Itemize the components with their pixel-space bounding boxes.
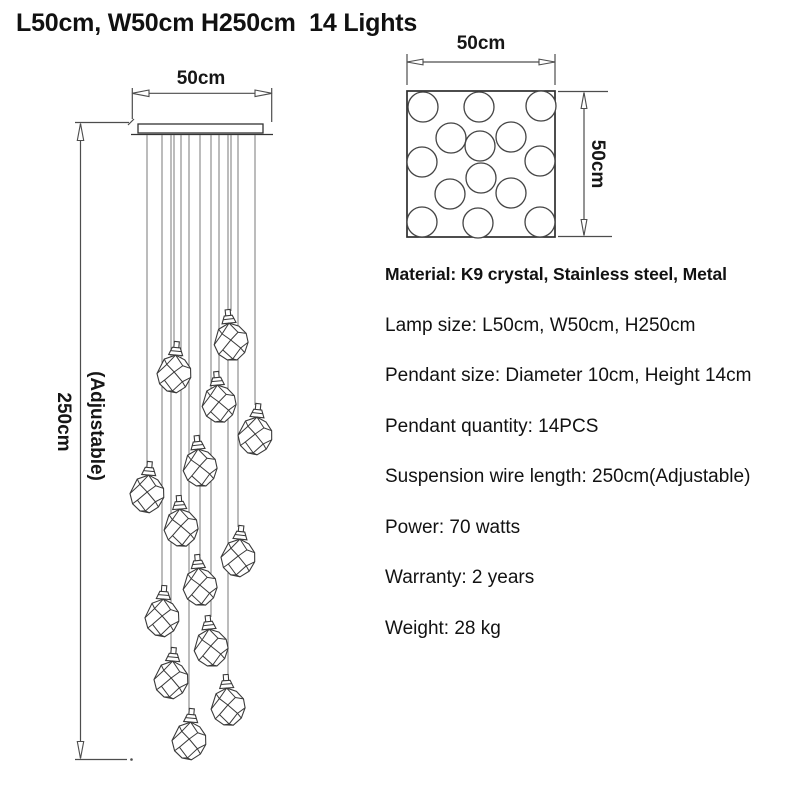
crystal-pendant (152, 646, 190, 700)
crystal-pendant (170, 707, 208, 761)
pendant-circle-top-view (525, 207, 555, 237)
crystal-pendant (199, 370, 237, 424)
arrow-up-icon (77, 124, 83, 141)
pendant-circle-top-view (496, 122, 526, 152)
crystal-pendant (180, 434, 219, 488)
pendant-circle-top-view (465, 131, 495, 161)
crystal-pendant (180, 553, 218, 607)
pendant-circle-top-view (525, 146, 555, 176)
pendant-circle-top-view (435, 179, 465, 209)
pendant-circle-top-view (407, 147, 437, 177)
crystal-pendant (209, 673, 246, 726)
crystal-pendant (191, 614, 230, 668)
arrow-left-icon (132, 90, 149, 97)
spec-line: Power: 70 watts (385, 516, 521, 538)
spec-line: Pendant quantity: 14PCS (385, 415, 599, 437)
side-height-label: 250cm (53, 392, 74, 452)
crystal-pendant (155, 340, 193, 394)
pendant-circle-top-view (464, 92, 494, 122)
spec-line: Warranty: 2 years (385, 567, 535, 588)
spec-line: Pendant size: Diameter 10cm, Height 14cm (385, 365, 752, 386)
crystal-pendant (162, 494, 199, 547)
spec-line: Weight: 28 kg (385, 617, 501, 639)
crystal-pendants (128, 308, 275, 761)
topview-height-label: 50cm (587, 139, 608, 189)
crystal-pendant (128, 460, 166, 514)
spec-line: Suspension wire length: 250cm(Adjustable) (385, 466, 751, 487)
pendant-circle-top-view (408, 92, 438, 122)
topview-width-label: 50cm (456, 33, 506, 54)
crystal-pendant (211, 308, 250, 362)
side-height-note: (Adjustable) (86, 371, 107, 481)
spec-line: Lamp size: L50cm, W50cm, H250cm (385, 314, 696, 336)
arrow-right-icon (255, 90, 272, 97)
crystal-pendant (219, 524, 258, 578)
page-title: L50cm, W50cm H250cm 14 Lights (16, 9, 418, 37)
pendant-circle-top-view (407, 207, 437, 237)
pendant-circle-top-view (463, 208, 493, 238)
crystal-pendant (144, 584, 181, 637)
pendant-circle-top-view (436, 123, 466, 153)
arrow-right-icon (539, 59, 555, 65)
arrow-up-icon (581, 93, 587, 109)
spec-list (385, 264, 785, 668)
side-width-label: 50cm (176, 68, 226, 89)
arrow-left-icon (407, 59, 423, 65)
side-width-dimension (132, 88, 272, 122)
pendant-circle-top-view (526, 91, 556, 121)
crystal-pendant (236, 402, 275, 456)
pendant-circle-top-view (466, 163, 496, 193)
pendant-circle-top-view (496, 178, 526, 208)
topview-width-dimension (407, 54, 555, 85)
ceiling-plate (131, 124, 273, 135)
spec-line: Material: K9 crystal, Stainless steel, Metal (385, 264, 727, 284)
arrow-down-icon (581, 220, 587, 236)
arrow-down-icon (77, 742, 83, 759)
topview-pendant-circles (407, 91, 556, 238)
